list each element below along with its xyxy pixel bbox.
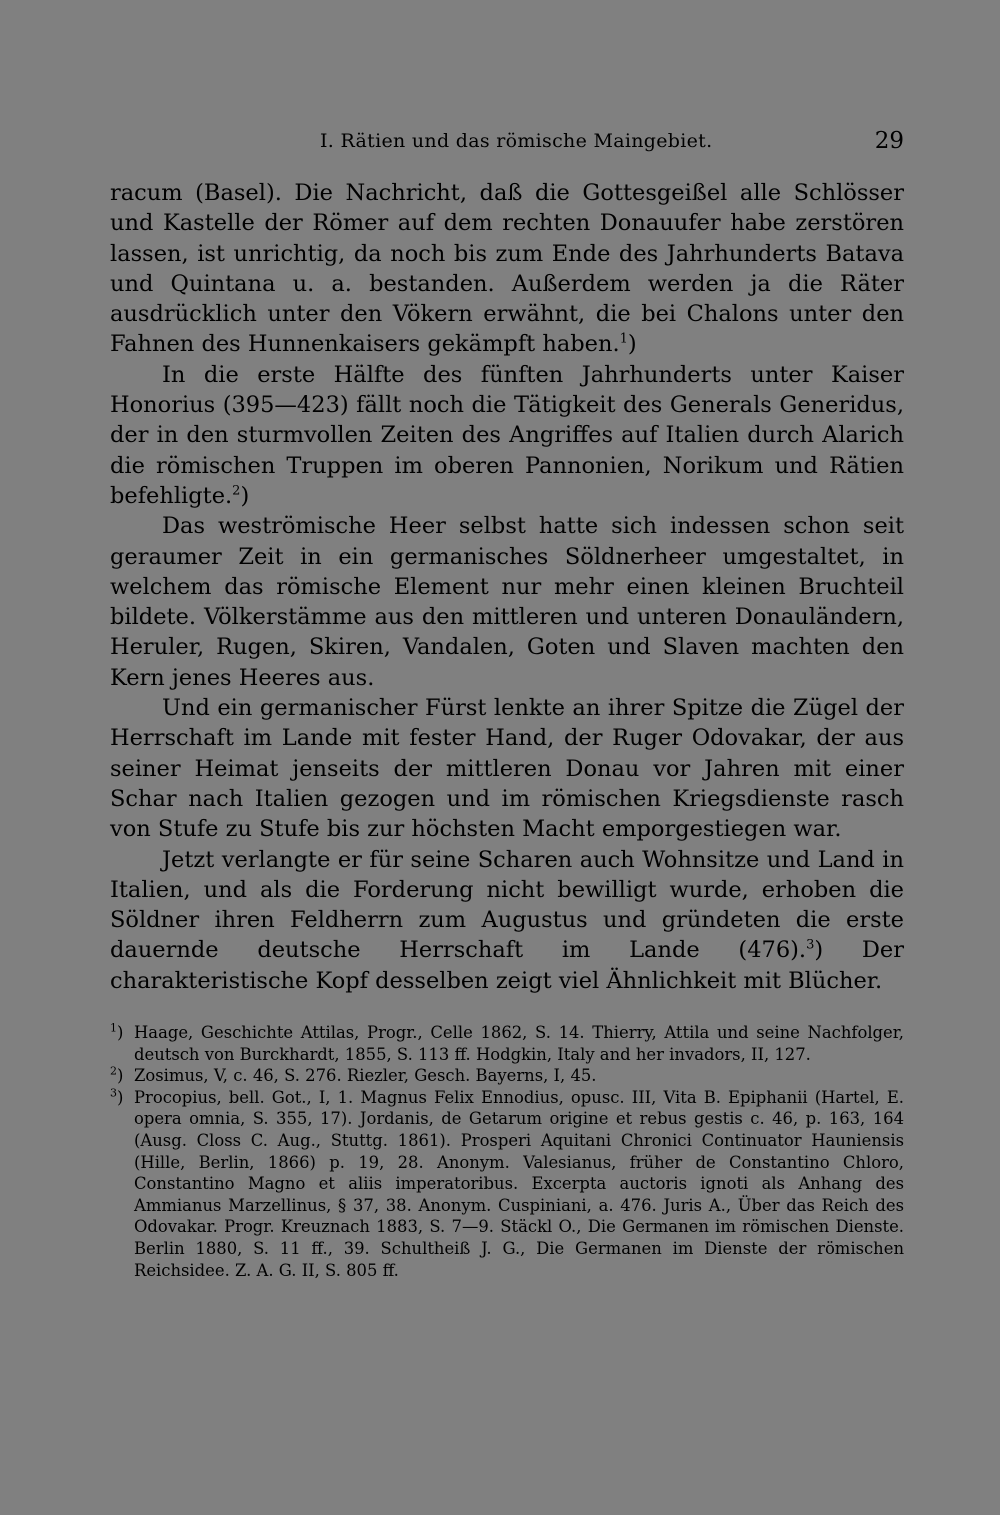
paragraph-text: Jetzt verlangte er für seine Scharen auch Wohnsitze und Land in Italien, und als die Forderung nicht bewilligt wurde, erhoben die Söldner ihren Feldherrn zum Augustus und gründeten die erste dauernde deutsche Herrschaft im Lande (476). <box>110 846 904 964</box>
paragraph: In die erste Hälfte des fünften Jahrhunderts unter Kaiser Honorius (395—423) fällt noch die Tätigkeit des Generals Generidus, der in den sturmvollen Zeiten des Angriffes auf Italien durch Alarich die römischen Truppen im oberen Pannonien, Norikum und Rätien befehligte.$^2$) <box>110 361 904 509</box>
footnote-mark: $^1$) <box>110 1021 124 1042</box>
paragraph-text: Und ein germanischer Fürst lenkte an ihrer Spitze die Zügel der Herrschaft im Lande mit fester Hand, der Ruger Odovakar, der aus seiner Heimat jenseits der mittleren Donau vor Jahren mit einer Schar nach Italien gezogen und im römischen Kriegsdienste rasch von Stufe zu Stufe bis zur höchsten Macht emporgestiegen war. <box>110 695 904 843</box>
footnote <box>110 1065 904 1087</box>
footnote-ref: 3 <box>806 937 815 953</box>
footnotes <box>110 1022 904 1281</box>
paragraph-text: In die erste Hälfte des fünften Jahrhunderts unter Kaiser Honorius (395—423) fällt noch die Tätigkeit des Generals Generidus, der in den sturmvollen Zeiten des Angriffes auf Italien durch Alarich die römischen Truppen im oberen Pannonien, Norikum und Rätien befehligte. <box>110 361 904 509</box>
page-header <box>110 130 904 160</box>
paragraph: racum (Basel). Die Nachricht, daß die Gottesgeißel alle Schlösser und Kastelle der Römer auf dem rechten Donauufer habe zerstören lassen, ist unrichtig, da noch bis zum Ende des Jahrhunderts Batava und Quintana u. a. bestanden. Außerdem werden ja die Räter ausdrücklich unter den Vökern erwähnt, die bei Chalons unter den Fahnen des Hunnenkaisers gekämpft haben.$^1$) <box>110 180 904 358</box>
paragraph-text: racum (Basel). Die Nachricht, daß die Gottesgeißel alle Schlösser und Kastelle der Römer auf dem rechten Donauufer habe zerstören lassen, ist unrichtig, da noch bis zum Ende des Jahrhunderts Batava und Quintana u. a. bestanden. Außerdem werden ja die Räter ausdrücklich unter den Vökern erwähnt, die bei Chalons unter den Fahnen des Hunnenkaisers gekämpft haben. <box>110 180 904 358</box>
footnote-text: Procopius, bell. Got., I, 1. Magnus Felix Ennodius, opusc. III, Vita B. Epiphanii (Hartel, E. opera omnia, S. 355, 17). Jordanis, de Getarum origine et rebus gestis c. 46, p. 163, 164 (Ausg. Closs C. Aug., Stuttg. 1861). Prosperi Aquitani Chronici Continuator Hauniensis (Hille, Berlin, 1866) p. 19, 28. Anonym. Valesianus, früher de Constantino Chloro, Constantino Magno et aliis imperatoribus. Excerpta auctoris ignoti als Anhang des Ammianus Marzellinus, § 37, 38. Anonym. Cuspiniani, a. 476. Juris A., Über das Reich des Odovakar. Progr. Kreuznach 1883, S. 7—9. Stäckl O., Die Germanen im römischen Dienste. Berlin 1880, S. 11 ff., 39. Schultheiß J. G., Die Germanen im Dienste der römischen Reichsidee. Z. A. G. II, S. 805 ff. <box>134 1087 904 1280</box>
footnote-number: 1 <box>110 1021 117 1035</box>
footnote-ref: 2 <box>232 483 241 499</box>
footnote-ref: 1 <box>619 331 628 347</box>
footnote-text: Haage, Geschichte Attilas, Progr., Celle 1862, S. 14. Thierry, Attila und seine Nachfolger, deutsch von Burckhardt, 1855, S. 113 ff. Hodgkin, Italy and her invadors, II, 127. <box>134 1023 904 1064</box>
footnote-mark: $^2$) <box>110 1064 124 1086</box>
paragraph-text: Der charakteristische Kopf desselben zeigt viel Ähnlichkeit mit Blücher. <box>110 937 904 994</box>
running-head: I. Rätien und das römische Maingebiet. <box>320 130 713 152</box>
page-number: 29 <box>874 128 904 154</box>
footnote-mark: $^3$) <box>110 1086 124 1107</box>
footnote-number: 2 <box>110 1064 117 1078</box>
paragraph-text: Das weströmische Heer selbst hatte sich indessen schon seit geraumer Zeit in ein germanisches Söldnerheer umgestaltet, in welchem das römische Element nur mehr einen kleinen Bruchteil bildete. Völkerstämme aus den mittleren und unteren Donauländern, Heruler, Rugen, Skiren, Vandalen, Goten und Slaven machten den Kern jenes Heeres aus. <box>110 513 904 691</box>
paragraph: Jetzt verlangte er für seine Scharen auch Wohnsitze und Land in Italien, und als die Forderung nicht bewilligt wurde, erhoben die Söldner ihren Feldherrn zum Augustus und gründeten die erste dauernde deutsche Herrschaft im Lande (476).$^3$) Der charakteristische Kopf desselben zeigt viel Ähnlichkeit mit Blücher. <box>110 846 904 994</box>
paragraph <box>110 511 904 693</box>
footnote <box>110 1022 904 1065</box>
footnote-text: Zosimus, V, c. 46, S. 276. Riezler, Gesch. Bayerns, I, 45. <box>134 1066 597 1086</box>
paragraph <box>110 693 904 844</box>
footnote <box>110 1087 904 1281</box>
footnote-number: 3 <box>110 1086 117 1100</box>
body-text <box>110 178 904 996</box>
